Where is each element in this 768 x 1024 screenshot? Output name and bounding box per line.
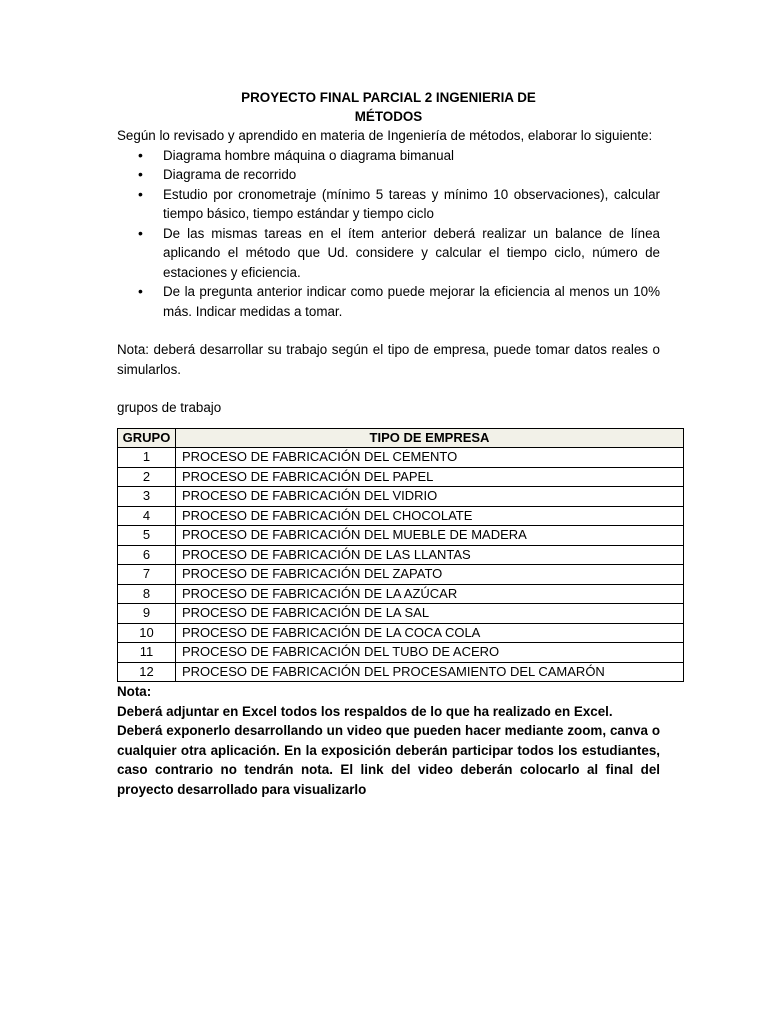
- table-row: [118, 604, 684, 624]
- groups-table: [117, 428, 684, 683]
- company-type-cell: PROCESO DE FABRICACIÓN DE LA SAL: [176, 604, 684, 624]
- group-number-cell: 2: [118, 467, 176, 487]
- task-item: • Estudio por cronometraje (mínimo 5 tareas y mínimo 10 observaciones), calcular tiempo básico, tiempo estándar y tiempo ciclo: [163, 185, 660, 224]
- title-line-2: MÉTODOS: [354, 108, 423, 124]
- company-type-cell: PROCESO DE FABRICACIÓN DE LA AZÚCAR: [176, 584, 684, 604]
- final-note: [117, 682, 660, 799]
- final-note-video: Deberá exponerlo desarrollando un video que pueden hacer mediante zoom, canva o cualquier otra aplicación. En la exposición deberán participar todos los estudiantes, caso contrario no tendrán nota. El link del video deberán colocarlo al final del proyecto desarrollado para visualizarlo: [117, 723, 660, 797]
- group-number-cell: 5: [118, 526, 176, 546]
- company-type-cell: PROCESO DE FABRICACIÓN DEL MUEBLE DE MADERA: [176, 526, 684, 546]
- intro-paragraph: Según lo revisado y aprendido en materia de Ingeniería de métodos, elaborar lo siguiente:: [117, 128, 653, 143]
- table-row: [118, 565, 684, 585]
- table-row: [118, 643, 684, 663]
- group-number-cell: 7: [118, 565, 176, 585]
- task-item: • Diagrama hombre máquina o diagrama bimanual: [163, 146, 660, 166]
- task-item: • De las mismas tareas en el ítem anterior deberá realizar un balance de línea aplicando el método que Ud. considere y calcular el tiempo ciclo, número de estaciones y eficiencia.: [163, 224, 660, 283]
- task-list: [117, 146, 660, 322]
- company-type-cell: PROCESO DE FABRICACIÓN DE LA COCA COLA: [176, 623, 684, 643]
- task-item: • Diagrama de recorrido: [163, 165, 660, 185]
- column-header-grupo: GRUPO: [118, 428, 176, 448]
- company-type-cell: PROCESO DE FABRICACIÓN DEL PROCESAMIENTO DEL CAMARÓN: [176, 662, 684, 682]
- company-type-cell: PROCESO DE FABRICACIÓN DEL PAPEL: [176, 467, 684, 487]
- table-row: [118, 487, 684, 507]
- company-type-cell: PROCESO DE FABRICACIÓN DEL CEMENTO: [176, 448, 684, 468]
- group-number-cell: 9: [118, 604, 176, 624]
- task-item: • De la pregunta anterior indicar como puede mejorar la eficiencia al menos un 10% más. Indicar medidas a tomar.: [163, 282, 660, 321]
- column-header-tipo: TIPO DE EMPRESA: [176, 428, 684, 448]
- group-number-cell: 6: [118, 545, 176, 565]
- company-type-cell: PROCESO DE FABRICACIÓN DEL TUBO DE ACERO: [176, 643, 684, 663]
- groups-label: grupos de trabajo: [117, 400, 222, 415]
- group-number-cell: 3: [118, 487, 176, 507]
- document-page: [117, 89, 660, 799]
- group-number-cell: 1: [118, 448, 176, 468]
- title-line-1: PROYECTO FINAL PARCIAL 2 INGENIERIA DE: [241, 90, 536, 105]
- final-note-label: Nota:: [117, 684, 152, 699]
- group-number-cell: 11: [118, 643, 176, 663]
- company-type-cell: PROCESO DE FABRICACIÓN DEL CHOCOLATE: [176, 506, 684, 526]
- company-type-cell: PROCESO DE FABRICACIÓN DE LAS LLANTAS: [176, 545, 684, 565]
- table-row: [118, 662, 684, 682]
- table-row: [118, 467, 684, 487]
- group-number-cell: 10: [118, 623, 176, 643]
- company-type-cell: PROCESO DE FABRICACIÓN DEL VIDRIO: [176, 487, 684, 507]
- final-note-excel: Deberá adjuntar en Excel todos los respaldos de lo que ha realizado en Excel.: [117, 703, 613, 719]
- company-type-cell: PROCESO DE FABRICACIÓN DEL ZAPATO: [176, 565, 684, 585]
- group-number-cell: 12: [118, 662, 176, 682]
- table-row: [118, 448, 684, 468]
- table-row: [118, 506, 684, 526]
- note-paragraph: Nota: deberá desarrollar su trabajo según el tipo de empresa, puede tomar datos reales o simularlos.: [117, 342, 660, 377]
- table-header-row: [118, 428, 684, 448]
- group-number-cell: 8: [118, 584, 176, 604]
- table-row: [118, 623, 684, 643]
- group-number-cell: 4: [118, 506, 176, 526]
- document-title: [117, 89, 660, 126]
- table-row: [118, 545, 684, 565]
- table-row: [118, 526, 684, 546]
- table-row: [118, 584, 684, 604]
